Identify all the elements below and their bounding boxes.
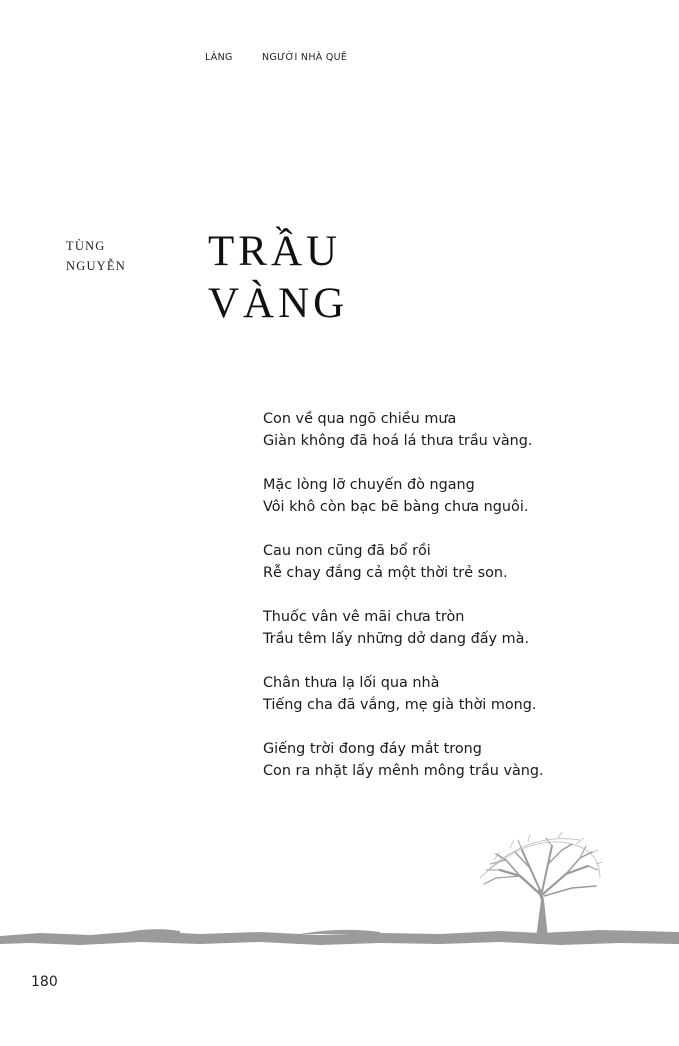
stanza (263, 672, 643, 716)
poem-title-line-1: TRẦU (208, 228, 342, 275)
poem-body (263, 408, 643, 804)
author-first-name: TÙNG (66, 239, 106, 253)
stanza (263, 540, 643, 584)
running-header (0, 52, 679, 66)
poem-line: Giàn không đã hoá lá thưa trầu vàng. (263, 433, 533, 449)
poem-line: Con về qua ngõ chiều mưa (263, 411, 457, 427)
author-name (66, 236, 126, 276)
tree-landscape-illustration (0, 830, 679, 960)
poem-line: Trầu têm lấy những dở dang đấy mà. (263, 631, 530, 647)
poem-line: Cau non cũng đã bổ rồi (263, 543, 431, 559)
poem-line: Rễ chay đắng cả một thời trẻ son. (263, 565, 508, 581)
poem-line: Vôi khô còn bạc bẽ bàng chưa nguôi. (263, 499, 529, 515)
header-section: LÀNG (205, 52, 233, 63)
poem-line: Thuốc vân vê mãi chưa tròn (263, 609, 465, 625)
poem-line: Mặc lòng lỡ chuyến đò ngang (263, 477, 475, 493)
stanza (263, 738, 643, 782)
author-last-name: NGUYỄN (66, 259, 126, 273)
poem-line: Con ra nhặt lấy mênh mông trầu vàng. (263, 763, 544, 779)
header-book-title: NGƯỜI NHÀ QUÊ (262, 52, 348, 63)
poem-title-line-2: VÀNG (208, 280, 349, 327)
poem-line: Tiếng cha đã vắng, mẹ già thời mong. (263, 697, 537, 713)
stanza (263, 606, 643, 650)
stanza (263, 474, 643, 518)
stanza (263, 408, 643, 452)
poem-line: Chân thưa lạ lối qua nhà (263, 675, 440, 691)
poem-line: Giếng trời đong đáy mắt trong (263, 741, 482, 757)
poem-title (208, 226, 348, 330)
page-number: 180 (31, 974, 58, 990)
